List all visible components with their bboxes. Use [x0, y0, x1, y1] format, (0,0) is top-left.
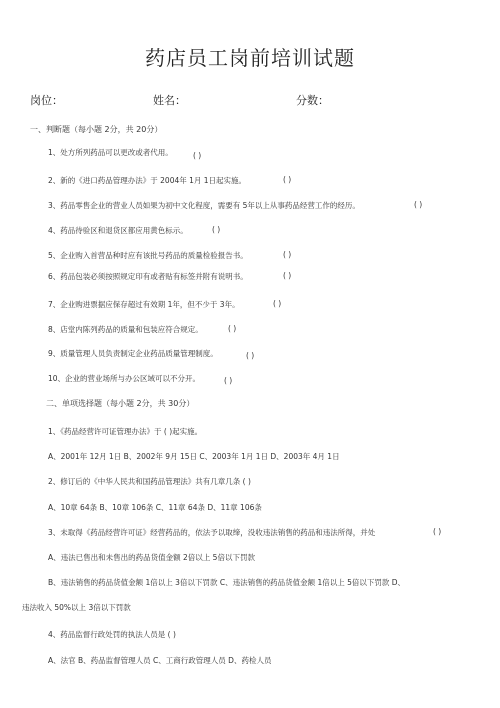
judge-item-7-paren: ( ) — [273, 299, 282, 308]
judge-item-2-paren: ( ) — [283, 175, 292, 184]
judge-item-1: 1、处方所列药品可以更改或者代用。 — [48, 148, 173, 157]
choice-q3-option-d-cont: 违法收入 50%以上 3倍以下罚款 — [22, 603, 131, 612]
judge-item-8-paren: ( ) — [228, 324, 237, 333]
section1-heading: 一、判断题（每小题 2分，共 20分） — [30, 125, 163, 134]
judge-item-8: 8、店堂内陈列药品的质量和包装应符合规定。 — [48, 325, 203, 334]
choice-q1: 1、《药品经营许可证管理办法》于 ( )起实施。 — [48, 427, 203, 436]
choice-q4: 4、药品监督行政处罚的执法人员是 ( ) — [48, 630, 176, 639]
judge-item-5-paren: ( ) — [283, 250, 292, 259]
choice-q3-paren: ( ) — [433, 527, 442, 536]
name-field-label: 姓名： — [153, 94, 186, 107]
judge-item-9-paren: ( ) — [246, 351, 255, 360]
judge-item-1-paren: ( ) — [193, 151, 202, 160]
judge-item-4: 4、药品待验区和退货区都应用黄色标示。 — [48, 226, 188, 235]
section2-heading: 二、单项选择题（每小题 2分，共 30分） — [46, 399, 195, 408]
score-field-label: 分数： — [296, 94, 329, 107]
choice-q3-option-a: A、违法已售出和未售出的药品货值金额 2倍以上 5倍以下罚款 — [48, 553, 255, 562]
choice-q2-options: A、10章 64条 B、10章 106条 C、11章 64条 D、11章 106条 — [48, 503, 262, 512]
judge-item-10: 10、企业的营业场所与办公区域可以不分开。 — [48, 374, 201, 383]
judge-item-2: 2、新的《进口药品管理办法》于 2004年 1月 1日起实施。 — [48, 176, 247, 185]
choice-q4-options: A、法官 B、药品监督管理人员 C、工商行政管理人员 D、药检人员 — [48, 656, 272, 665]
judge-item-4-paren: ( ) — [212, 225, 221, 234]
judge-item-9: 9、质量管理人员负责制定企业药品质量管理制度。 — [48, 349, 218, 358]
judge-item-7: 7、企业购进票据应保存超过有效期 1年，但不少于 3年。 — [48, 300, 240, 309]
page-title: 药店员工岗前培训试题 — [145, 46, 355, 70]
judge-item-3: 3、药品零售企业的营业人员如果为初中文化程度，需要有 5年以上从事药品经营工作的经历。 — [48, 201, 360, 210]
choice-q3: 3、未取得《药品经营许可证》经营药品的，依法予以取缔，没收违法销售的药品和违法所得，并处 — [48, 528, 376, 537]
choice-q3-options-bcd: B、违法销售的药品货值金额 1倍以上 3倍以下罚款 C、违法销售的药品货值金额 1倍以上 5倍以下罚款 D、 — [48, 578, 406, 587]
post-field-label: 岗位： — [30, 94, 63, 107]
judge-item-6: 6、药品包装必须按照规定印有或者贴有标签并附有说明书。 — [48, 272, 248, 281]
judge-item-10-paren: ( ) — [224, 376, 233, 385]
judge-item-5: 5、企业购入首营品种时应有该批号药品的质量检验报告书。 — [48, 251, 248, 260]
choice-q2: 2、修订后的《中华人民共和国药品管理法》共有几章几条 ( ) — [48, 477, 251, 486]
choice-q1-options: A、2001年 12月 1日 B、2002年 9月 15日 C、2003年 1月 1日 D、2003年 4月 1日 — [48, 452, 340, 461]
judge-item-6-paren: ( ) — [283, 271, 292, 280]
judge-item-3-paren: ( ) — [414, 200, 423, 209]
